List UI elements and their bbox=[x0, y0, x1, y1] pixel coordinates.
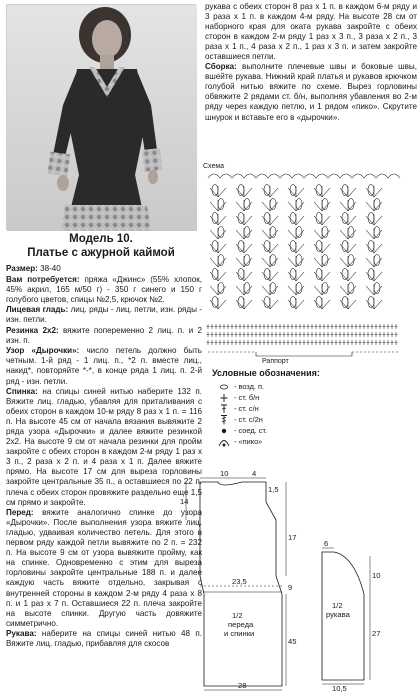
scheme-base-stitch bbox=[363, 332, 366, 337]
scheme-base-stitch bbox=[219, 332, 222, 337]
dim-top-right: 4 bbox=[252, 469, 257, 478]
scheme-column bbox=[340, 185, 356, 310]
legend bbox=[216, 381, 267, 447]
scheme-base-stitch bbox=[215, 332, 218, 337]
scheme-base-stitch bbox=[319, 332, 322, 337]
dim-sleeve-cap: 10 bbox=[372, 571, 381, 580]
treble-crochet-icon bbox=[216, 415, 232, 425]
scheme-base-stitch bbox=[243, 340, 246, 345]
scheme-base-stitch bbox=[295, 324, 298, 329]
dim-sleeve-bottom: 10,5 bbox=[332, 684, 347, 693]
text-stockinette: лиц. ряды - лиц. петли, изн. ряды - изн. петли. bbox=[6, 305, 202, 325]
scheme-base-stitch bbox=[287, 332, 290, 337]
scheme-base-stitch bbox=[303, 332, 306, 337]
scheme-columns bbox=[210, 185, 382, 310]
paragraph-front bbox=[6, 508, 202, 629]
dim-armhole: 17 bbox=[288, 533, 297, 542]
legend-label-tc: - ст. с/2н bbox=[234, 415, 263, 424]
scheme-base-stitch bbox=[323, 324, 326, 329]
scheme-base-stitch bbox=[279, 340, 282, 345]
scheme-base-stitch bbox=[371, 332, 374, 337]
scheme-base-stitch bbox=[323, 332, 326, 337]
scheme-base-stitch bbox=[259, 324, 262, 329]
scheme-base-stitch bbox=[295, 332, 298, 337]
scheme-base-stitch bbox=[383, 332, 386, 337]
scheme-chain-top bbox=[208, 174, 400, 178]
scheme-base-stitch bbox=[211, 324, 214, 329]
legend-label-sc: - ст. б/н bbox=[234, 393, 260, 402]
scheme-base-stitch bbox=[331, 340, 334, 345]
scheme-column bbox=[262, 185, 278, 310]
scheme-base-stitch bbox=[347, 332, 350, 337]
scheme-base-stitch bbox=[299, 340, 302, 345]
scheme-base-stitch bbox=[303, 324, 306, 329]
legend-row-sc bbox=[216, 392, 267, 403]
scheme-base-stitch bbox=[363, 340, 366, 345]
scheme-base-stitch bbox=[251, 332, 254, 337]
label-assembly: Сборка: bbox=[205, 62, 237, 72]
paragraph-stockinette bbox=[6, 305, 202, 325]
scheme-base-stitch bbox=[315, 340, 318, 345]
scheme-base-stitch bbox=[207, 324, 210, 329]
chain-stitch-icon bbox=[216, 382, 232, 392]
scheme-base-stitch bbox=[307, 324, 310, 329]
rapport-label: Раппорт bbox=[262, 358, 289, 365]
scheme-base-stitch bbox=[327, 340, 330, 345]
scheme-base-stitch bbox=[243, 324, 246, 329]
scheme-base-stitch bbox=[339, 340, 342, 345]
scheme-base-stitch bbox=[343, 332, 346, 337]
scheme-base-stitch bbox=[239, 340, 242, 345]
scheme-base-stitch bbox=[311, 340, 314, 345]
scheme-base-stitch bbox=[263, 340, 266, 345]
pattern-pieces bbox=[180, 469, 416, 693]
scheme-base-stitch bbox=[359, 340, 362, 345]
scheme-base-stitch bbox=[271, 340, 274, 345]
model-number: Модель 10. bbox=[69, 233, 133, 245]
scheme-base-stitch bbox=[395, 340, 398, 345]
text-eyelet: число петель должно быть четным. 1-й ряд - 1 лиц. п., *2 п. вместе лиц., накид*, повторяйте *-*, в конце ряда 1 лиц. п. 2-й ряд - изн. петли. bbox=[6, 346, 202, 386]
scheme-base-stitch bbox=[367, 340, 370, 345]
legend-label-chain: - возд. п. bbox=[234, 382, 265, 391]
scheme-base-stitch bbox=[231, 332, 234, 337]
scheme-base-stitch bbox=[351, 340, 354, 345]
scheme-base-stitch bbox=[223, 332, 226, 337]
paragraph-back bbox=[6, 387, 202, 508]
label-and-back: и спинки bbox=[224, 629, 255, 638]
text-size: 38-40 bbox=[37, 264, 61, 273]
scheme-base-stitch bbox=[231, 340, 234, 345]
scheme-base-stitch bbox=[355, 324, 358, 329]
scheme-base-stitch bbox=[227, 324, 230, 329]
scheme-base-stitch bbox=[387, 340, 390, 345]
legend-label-slip: - соед. ст. bbox=[234, 426, 268, 435]
scheme-base-stitch bbox=[275, 332, 278, 337]
scheme-base-stitch bbox=[223, 324, 226, 329]
scheme-base-stitch bbox=[391, 324, 394, 329]
scheme-base-stitch bbox=[267, 340, 270, 345]
label-sleeve-half: 1/2 bbox=[332, 601, 343, 610]
scheme-base-stitch bbox=[299, 332, 302, 337]
scheme-base-stitch bbox=[307, 332, 310, 337]
scheme-label: Схема bbox=[203, 163, 225, 170]
scheme-base-stitch bbox=[383, 340, 386, 345]
instructions-right-column bbox=[205, 2, 417, 123]
paragraph-rib bbox=[6, 326, 202, 346]
paragraph-materials bbox=[6, 275, 202, 305]
single-crochet-icon bbox=[216, 393, 232, 403]
scheme-base-stitch bbox=[315, 324, 318, 329]
model-photo-illustration bbox=[7, 5, 197, 231]
label-front: переда bbox=[228, 620, 254, 629]
scheme-base-stitch bbox=[335, 340, 338, 345]
text-rib: вяжите попеременно 2 лиц. п. и 2 изн. п. bbox=[6, 325, 202, 345]
scheme-base-stitch bbox=[375, 332, 378, 337]
scheme-base-stitch bbox=[279, 324, 282, 329]
text-back: на спицы синей нитью наберите 132 п. Вяжите лиц. гладью, убавляя для приталивания с обеих сторон в каждом 10-м ряду 8 раз х 1 п. = 116 п. На высоте 45 см от начала вязания вывяжите 2 ряда узора «Дырочки» и далее вяжите резинкой 2х2. На высоте 9 см от начала резинки для пройм закройте с обеих сторон в каждом 2-м ряду 1 раз х 3 п., 2 раза х 2 п. и 4 раза х 1 п. Далее вяжите прямо. На высоте 17 см для выреза горловины закройте центральные 35 п., а оставшиеся по 22 п. плеча с обеих сторон провяжите раздельно еще 1,5 см прямо и закройте. bbox=[6, 387, 202, 507]
scheme-base-stitch bbox=[263, 324, 266, 329]
scheme-base-stitch bbox=[239, 332, 242, 337]
scheme-column bbox=[288, 185, 304, 310]
scheme-base-stitch bbox=[271, 332, 274, 337]
text-sleeves-cont: рукава с обеих сторон 8 раз х 1 п. в каждом 6-м ряду и 3 раза х 1 п. в каждом 4-м ряду. На высоте 28 см от наборного края для оката рукава закройте с обеих сторон в каждом 2-м ряду 1 раз х 3 п., 3 раза х 2 п., 3 раза х 1 п., 4 раза х 2 п., 1 раз х 3 п. и затем закройте оставшиеся петли. bbox=[205, 2, 417, 62]
scheme-base-stitch bbox=[291, 332, 294, 337]
scheme-base-stitch bbox=[287, 324, 290, 329]
scheme-base-stitch bbox=[247, 340, 250, 345]
scheme-base-stitch bbox=[379, 332, 382, 337]
scheme-base-stitch bbox=[339, 332, 342, 337]
scheme-base-stitch bbox=[339, 324, 342, 329]
scheme-base-stitch bbox=[235, 340, 238, 345]
double-crochet-icon bbox=[216, 404, 232, 414]
label-back: Спинка: bbox=[6, 387, 38, 397]
legend-row-dc bbox=[216, 403, 267, 414]
dim-sleeve-top: 6 bbox=[324, 539, 329, 548]
scheme-base-stitch bbox=[371, 340, 374, 345]
scheme-base-stitch bbox=[343, 324, 346, 329]
scheme-column bbox=[210, 185, 226, 310]
text-assembly: выполните плечевые швы и боковые швы, вшейте рукава. Нижний край платья и рукавов крючком голубой нитью вяжите по схеме. Вырез горловины обвяжите 2 рядами ст. б/н, выполняя убавления во 2-м ряду через каждую петлю, и 1 рядом «пико». Скрутите шнурок и вставьте его в «дырочки». bbox=[205, 62, 417, 122]
scheme-base-stitch bbox=[291, 324, 294, 329]
scheme-base-stitch bbox=[255, 340, 258, 345]
instructions-left-column bbox=[6, 264, 202, 650]
scheme-base-stitch bbox=[395, 332, 398, 337]
scheme-base-stitch bbox=[351, 332, 354, 337]
scheme-base-rows bbox=[207, 324, 398, 345]
scheme-base-stitch bbox=[307, 340, 310, 345]
scheme-base-stitch bbox=[211, 340, 214, 345]
dim-height-mid: 9 bbox=[288, 583, 293, 592]
label-sleeve: рукава bbox=[326, 610, 350, 619]
label-sleeves: Рукава: bbox=[6, 629, 37, 639]
scheme-column bbox=[236, 185, 252, 310]
scheme-base-stitch bbox=[283, 332, 286, 337]
scheme-base-stitch bbox=[387, 332, 390, 337]
picot-icon bbox=[216, 437, 232, 447]
scheme-base-stitch bbox=[395, 324, 398, 329]
scheme-base-stitch bbox=[219, 340, 222, 345]
scheme-base-stitch bbox=[219, 324, 222, 329]
dim-bottom: 28 bbox=[238, 681, 247, 690]
label-stockinette: Лицевая гладь: bbox=[6, 305, 69, 315]
scheme-base-stitch bbox=[283, 324, 286, 329]
scheme-base-stitch bbox=[347, 340, 350, 345]
scheme-base-stitch bbox=[303, 340, 306, 345]
paragraph-sleeves bbox=[6, 629, 202, 649]
scheme-base-stitch bbox=[287, 340, 290, 345]
label-front: Перед: bbox=[6, 508, 34, 518]
scheme-base-stitch bbox=[371, 324, 374, 329]
scheme-base-stitch bbox=[211, 332, 214, 337]
scheme-base-stitch bbox=[391, 332, 394, 337]
scheme-base-stitch bbox=[327, 332, 330, 337]
scheme-base-stitch bbox=[255, 324, 258, 329]
label-materials: Вам потребуется: bbox=[6, 274, 80, 284]
scheme-base-stitch bbox=[251, 340, 254, 345]
legend-title: Условные обозначения: bbox=[212, 368, 320, 378]
scheme-column bbox=[366, 185, 382, 310]
scheme-base-stitch bbox=[215, 324, 218, 329]
scheme-base-stitch bbox=[379, 324, 382, 329]
scheme-base-stitch bbox=[331, 324, 334, 329]
label-eyelet: Узор «Дырочки»: bbox=[6, 346, 80, 356]
legend-row-picot bbox=[216, 436, 267, 447]
scheme-base-stitch bbox=[351, 324, 354, 329]
scheme-base-stitch bbox=[207, 340, 210, 345]
legend-row-tc bbox=[216, 414, 267, 425]
scheme-base-stitch bbox=[355, 332, 358, 337]
scheme-base-stitch bbox=[335, 324, 338, 329]
scheme-base-stitch bbox=[367, 324, 370, 329]
scheme-base-stitch bbox=[267, 332, 270, 337]
scheme-base-stitch bbox=[327, 324, 330, 329]
legend-row-slip bbox=[216, 425, 267, 436]
label-half: 1/2 bbox=[232, 611, 243, 620]
scheme-base-stitch bbox=[355, 340, 358, 345]
label-rib: Резинка 2х2: bbox=[6, 325, 59, 335]
model-name: Платье с ажурной каймой bbox=[27, 247, 175, 259]
legend-row-chain bbox=[216, 381, 267, 392]
scheme-base-stitch bbox=[259, 340, 262, 345]
scheme-base-stitch bbox=[275, 324, 278, 329]
scheme-base-stitch bbox=[331, 332, 334, 337]
scheme-base-stitch bbox=[367, 332, 370, 337]
scheme-base-stitch bbox=[299, 324, 302, 329]
dim-height-lower: 45 bbox=[288, 637, 297, 646]
text-front: вяжите аналогично спинке до узора «Дырочки». После выполнения узора вяжите лиц. гладью, удваивая количество петель. Для этого в первом ряду каждой петли вывяжите по 2 п. = 232 п. На высоте 9 см от узора вывяжите пройму, как на спинке. Одновременно с этим для выреза горловины закройте центральные 188 п. и далее каждую часть вяжите отдельно, закрывая с внутренней стороны в каждом 2-м ряду 4 раза х 8 п. и 1 раз х 7 п. Оставшиеся 22 п. плеча закройте на высоте спинки. Другую часть довяжите симметрично. bbox=[6, 508, 202, 628]
scheme-base-stitch bbox=[323, 340, 326, 345]
scheme-base-stitch bbox=[375, 340, 378, 345]
scheme-base-stitch bbox=[383, 324, 386, 329]
scheme-base-stitch bbox=[243, 332, 246, 337]
paragraph-eyelet bbox=[6, 346, 202, 386]
legend-label-picot: - «пико» bbox=[234, 437, 263, 446]
scheme-base-stitch bbox=[231, 324, 234, 329]
label-size: Размер: bbox=[6, 264, 38, 273]
scheme-base-stitch bbox=[267, 324, 270, 329]
scheme-base-stitch bbox=[319, 340, 322, 345]
scheme-base-stitch bbox=[247, 332, 250, 337]
scheme-base-stitch bbox=[311, 324, 314, 329]
dim-neck: 14 bbox=[180, 497, 189, 506]
scheme-base-stitch bbox=[291, 340, 294, 345]
dim-width-mid: 23,5 bbox=[232, 577, 247, 586]
scheme-column bbox=[314, 185, 330, 310]
scheme-rapport-bracket bbox=[208, 352, 400, 356]
scheme-base-stitch bbox=[223, 340, 226, 345]
text-sleeves: наберите на спицы синей нитью 48 п. Вяжите лиц. гладью, прибавляя для скосов bbox=[6, 629, 202, 649]
text-materials: пряжа «Джинс» (55% хлопок, 45% акрил, 165 м/50 г) - 350 г синего и 150 г голубого цветов, спицы №2,5, крючок №2. bbox=[6, 274, 202, 304]
scheme-base-stitch bbox=[255, 332, 258, 337]
scheme-base-stitch bbox=[259, 332, 262, 337]
scheme-base-stitch bbox=[207, 332, 210, 337]
model-photo bbox=[6, 4, 196, 230]
dim-shoulder: 1,5 bbox=[268, 485, 279, 494]
scheme-base-stitch bbox=[319, 324, 322, 329]
scheme-base-stitch bbox=[295, 340, 298, 345]
paragraph-size bbox=[6, 264, 202, 274]
scheme-base-stitch bbox=[279, 332, 282, 337]
scheme-base-stitch bbox=[227, 340, 230, 345]
model-title bbox=[6, 232, 196, 260]
scheme-base-stitch bbox=[363, 324, 366, 329]
scheme-base-stitch bbox=[227, 332, 230, 337]
scheme-base-stitch bbox=[387, 324, 390, 329]
scheme-base-stitch bbox=[379, 340, 382, 345]
scheme-base-stitch bbox=[239, 324, 242, 329]
dim-sleeve-height: 27 bbox=[372, 629, 381, 638]
scheme-base-stitch bbox=[215, 340, 218, 345]
scheme-base-stitch bbox=[315, 332, 318, 337]
scheme-base-stitch bbox=[275, 340, 278, 345]
scheme-base-stitch bbox=[251, 324, 254, 329]
scheme-base-stitch bbox=[347, 324, 350, 329]
slip-stitch-icon bbox=[216, 426, 232, 436]
dim-top-left: 10 bbox=[220, 469, 229, 478]
legend-label-dc: - ст. с/н bbox=[234, 404, 259, 413]
paragraph-assembly bbox=[205, 62, 417, 122]
scheme-base-stitch bbox=[271, 324, 274, 329]
scheme-base-stitch bbox=[311, 332, 314, 337]
scheme-base-stitch bbox=[335, 332, 338, 337]
scheme-base-stitch bbox=[247, 324, 250, 329]
scheme-base-stitch bbox=[391, 340, 394, 345]
crochet-scheme bbox=[204, 168, 404, 366]
scheme-base-stitch bbox=[359, 324, 362, 329]
scheme-base-stitch bbox=[359, 332, 362, 337]
scheme-base-stitch bbox=[235, 324, 238, 329]
scheme-base-stitch bbox=[343, 340, 346, 345]
paragraph-sleeves-cont bbox=[205, 2, 417, 62]
scheme-base-stitch bbox=[235, 332, 238, 337]
scheme-base-stitch bbox=[263, 332, 266, 337]
scheme-base-stitch bbox=[375, 324, 378, 329]
scheme-base-stitch bbox=[283, 340, 286, 345]
